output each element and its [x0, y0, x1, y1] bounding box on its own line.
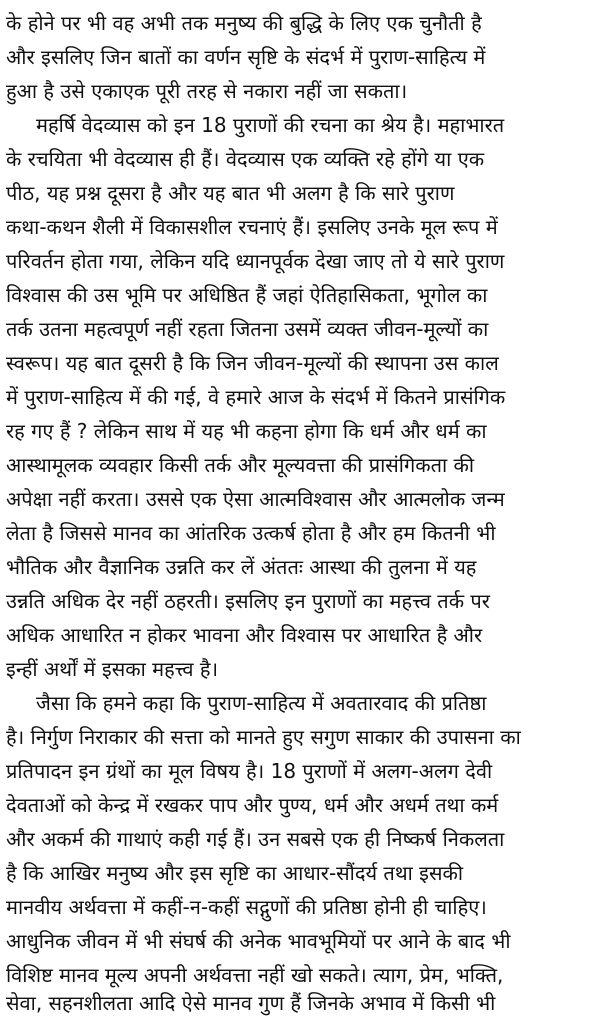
text-line: आधुनिक जीवन में भी संघर्ष की अनेक भावभूमियों पर आने के बाद भी — [6, 929, 511, 953]
text-line: है कि आखिर मनुष्य और इस सृष्टि का आधार-सौंदर्य तथा इसकी — [6, 861, 464, 885]
text-line: मानवीय अर्थवत्ता में कहीं-न-कहीं सद्गुणों की प्रतिष्ठा होनी ही चाहिए। — [6, 895, 487, 919]
text-line: अधिक आधारित न होकर भावना और विश्वास पर आधारित है और — [6, 623, 483, 647]
text-line: प्रतिपादन इन ग्रंथों का मूल विषय है। 18 पुराणों में अलग-अलग देवी — [6, 759, 493, 783]
text-line: जैसा कि हमने कहा कि पुराण-साहित्य में अवतारवाद की प्रतिष्ठा — [36, 691, 487, 715]
text-line: आस्थामूलक व्यवहार किसी तर्क और मूल्यवत्ता की प्रासंगिकता की — [6, 453, 475, 477]
text-line: कथा-कथन शैली में विकासशील रचनाएं हैं। इसलिए उनके मूल रूप में — [6, 215, 498, 239]
text-line: के रचयिता भी वेदव्यास ही हैं। वेदव्यास एक व्यक्ति रहे होंगे या एक — [6, 147, 485, 171]
text-line: स्वरूप। यह बात दूसरी है कि जिन जीवन-मूल्यों की स्थापना उस काल — [6, 351, 499, 375]
text-line: विशिष्ट मानव मूल्य अपनी अर्थवत्ता नहीं खो सकते। त्याग, प्रेम, भक्ति, — [6, 963, 504, 987]
text-line: विश्वास की उस भूमि पर अधिष्ठित हैं जहां ऐतिहासिकता, भूगोल का — [6, 283, 488, 307]
text-line: तर्क उतना महत्वपूर्ण नहीं रहता जितना उसमें व्यक्त जीवन-मूल्यों का — [6, 317, 489, 341]
text-line: और इसलिए जिन बातों का वर्णन सृष्टि के संदर्भ में पुराण-साहित्य में — [6, 45, 486, 69]
text-line: इन्हीं अर्थों में इसका महत्त्व है। — [6, 657, 219, 681]
text-line: रह गए हैं ? लेकिन साथ में यह भी कहना होगा कि धर्म और धर्म का — [6, 419, 487, 443]
text-line: देवताओं को केन्द्र में रखकर पाप और पुण्य, धर्म और अधर्म तथा कर्म — [6, 793, 499, 817]
text-line: परिवर्तन होता गया, लेकिन यदि ध्यानपूर्वक देखा जाए तो ये सारे पुराण — [6, 249, 505, 273]
text-line: महर्षि वेदव्यास को इन 18 पुराणों की रचना का श्रेय है। महाभारत — [36, 113, 505, 137]
text-line: उन्नति अधिक देर नहीं ठहरती। इसलिए इन पुराणों का महत्त्व तर्क पर — [6, 589, 490, 613]
text-line: लेता है जिससे मानव का आंतरिक उत्कर्ष होता है और हम कितनी भी — [6, 521, 496, 545]
text-line: अपेक्षा नहीं करता। उससे एक ऐसा आत्मविश्वास और आत्मलोक जन्म — [6, 487, 505, 511]
text-line: पीठ, यह प्रश्न दूसरा है और यह बात भी अलग है कि सारे पुराण — [6, 181, 455, 205]
text-line: हुआ है उसे एकाएक पूरी तरह से नकारा नहीं जा सकता। — [6, 79, 408, 103]
text-line: में पुराण-साहित्य में की गई, वे हमारे आज के संदर्भ में कितने प्रासंगिक — [6, 385, 506, 409]
text-line: सेवा, सहनशीलता आदि ऐसे मानव गुण हैं जिनके अभाव में किसी भी — [6, 991, 496, 1015]
text-line: और अकर्म की गाथाएं कही गई हैं। उन सबसे एक ही निष्कर्ष निकलता — [6, 827, 505, 851]
text-line: भौतिक और वैज्ञानिक उन्नति कर लें अंततः आस्था की तुलना में यह — [6, 555, 477, 579]
text-line: है। निर्गुण निराकार की सत्ता को मानते हुए सगुण साकार की उपासना का — [6, 725, 521, 749]
text-line: के होने पर भी वह अभी तक मनुष्य की बुद्धि के लिए एक चुनौती है — [6, 11, 482, 35]
